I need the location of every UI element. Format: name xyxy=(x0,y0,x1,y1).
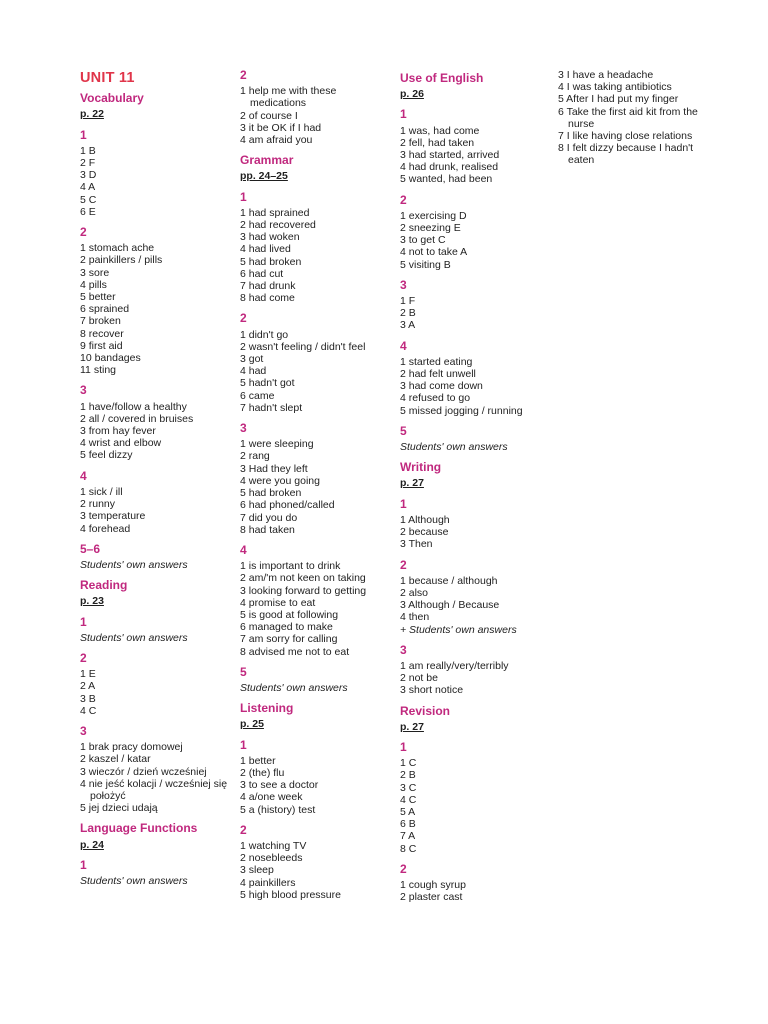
exercise-number: 4 xyxy=(240,542,247,557)
exercise-number: 5 xyxy=(400,423,407,438)
exercise xyxy=(80,859,230,887)
answer-item: 4 C xyxy=(400,793,417,806)
exercise xyxy=(240,739,395,816)
answer-item: 7 broken xyxy=(80,315,121,328)
answer-section xyxy=(240,702,395,901)
unit-title: UNIT 11 xyxy=(80,70,135,86)
exercise xyxy=(80,384,230,461)
answer-item: 3 got xyxy=(240,353,264,366)
answer-item: 1 B xyxy=(80,144,96,157)
answer-item: + Students' own answers xyxy=(400,623,517,636)
answer-item: 7 had drunk xyxy=(240,280,296,293)
exercise xyxy=(80,470,230,535)
exercise xyxy=(240,544,395,658)
answer-item: 3 had started, arrived xyxy=(400,149,500,162)
exercise-number: 4 xyxy=(400,338,407,353)
page-reference: p. 22 xyxy=(80,108,104,121)
answer-item: 1 help me with these medications xyxy=(240,85,337,110)
answer-section xyxy=(400,705,550,904)
exercise-number: 2 xyxy=(400,192,407,207)
answer-item: 1 had sprained xyxy=(240,206,310,219)
answer-item: 2 fell, had taken xyxy=(400,136,475,149)
exercise xyxy=(400,194,550,271)
answer-item: 3 short notice xyxy=(400,684,464,697)
answer-item: 1 am really/very/terribly xyxy=(400,659,509,672)
answer-item: 2 of course I xyxy=(240,109,298,122)
answer-item: 1 cough syrup xyxy=(400,878,466,891)
answer-item: 2 rang xyxy=(240,450,270,463)
answer-section xyxy=(80,822,230,887)
answer-item: 5 had broken xyxy=(240,487,302,500)
section-title: Listening xyxy=(240,701,294,716)
exercise xyxy=(80,543,230,571)
exercise-number: 5–6 xyxy=(80,541,101,556)
exercise xyxy=(400,644,550,697)
answer-item: 3 Although / Because xyxy=(400,599,500,612)
answer-item: Students' own answers xyxy=(80,631,188,644)
answer-item: 1 was, had come xyxy=(400,124,480,137)
exercise-number: 2 xyxy=(80,650,87,665)
answer-item: 6 had phoned/called xyxy=(240,499,335,512)
answer-item: 3 to get C xyxy=(400,234,446,247)
answer-item: 1 Although xyxy=(400,513,450,526)
answer-item: 8 recover xyxy=(80,327,124,340)
answer-item: 4 wrist and elbow xyxy=(80,437,162,450)
exercise-number: 2 xyxy=(400,557,407,572)
answer-item: 5 jej dzieci udają xyxy=(80,802,158,815)
answer-item: 1 because / although xyxy=(400,574,498,587)
answer-item: 6 sprained xyxy=(80,303,130,316)
answer-item: Students' own answers xyxy=(80,874,188,887)
exercise xyxy=(240,666,395,694)
answer-item: 5 high blood pressure xyxy=(240,888,341,901)
exercise xyxy=(80,616,230,644)
answer-item: 2 A xyxy=(80,680,96,693)
exercise-number: 1 xyxy=(80,127,87,142)
exercise-number: 2 xyxy=(240,311,247,326)
answer-item: 6 Take the first aid kit from the nurse xyxy=(558,105,698,130)
answer-item: 2 B xyxy=(400,769,416,782)
answer-section xyxy=(558,69,708,167)
page-reference: p. 24 xyxy=(80,838,104,851)
answer-item: 1 have/follow a healthy xyxy=(80,400,187,413)
answer-item: 8 I felt dizzy because I hadn't eaten xyxy=(558,142,694,167)
exercise-number: 2 xyxy=(240,822,247,837)
answer-item: 9 first aid xyxy=(80,339,123,352)
answer-item: 3 Then xyxy=(400,538,433,551)
answer-item: 2 nosebleeds xyxy=(240,852,303,865)
exercise xyxy=(240,422,395,536)
section-title: Use of English xyxy=(400,71,484,85)
answer-item: 1 E xyxy=(80,668,96,681)
answer-item: 4 had drunk, realised xyxy=(400,161,499,174)
section-title: Revision xyxy=(400,703,451,718)
answer-item: 3 it be OK if I had xyxy=(240,121,322,134)
exercise-number: 5 xyxy=(240,664,247,679)
exercise-number: 3 xyxy=(80,723,87,738)
page-reference: p. 27 xyxy=(400,477,424,490)
exercise-number: 1 xyxy=(400,107,407,122)
answer-item: 2 B xyxy=(400,307,416,320)
exercise xyxy=(80,725,230,814)
answer-item: 2 (the) flu xyxy=(240,766,285,779)
exercise xyxy=(240,69,395,146)
answer-item: 2 also xyxy=(400,586,429,599)
exercise-number: 1 xyxy=(400,496,407,511)
answer-item: 1 F xyxy=(400,295,416,308)
answer-item: Students' own answers xyxy=(400,441,508,454)
exercise xyxy=(400,741,550,855)
answer-item: 3 wieczór / dzień wcześniej xyxy=(80,765,207,778)
answer-item: 4 painkillers xyxy=(240,876,296,889)
answer-item: 2 had felt unwell xyxy=(400,368,476,381)
page-reference: p. 27 xyxy=(400,720,424,733)
answer-item: 4 A xyxy=(80,181,96,194)
answer-item: 6 had cut xyxy=(240,267,284,280)
answer-item: 4 a/one week xyxy=(240,791,303,804)
answer-item: 8 had come xyxy=(240,292,295,305)
answer-item: 2 F xyxy=(80,157,96,170)
answer-item: 4 forehead xyxy=(80,522,131,535)
exercise xyxy=(400,559,550,636)
answer-item: 5 wanted, had been xyxy=(400,173,493,186)
answer-item: 1 watching TV xyxy=(240,839,307,852)
answer-item: 7 A xyxy=(400,830,416,843)
answer-item: 2 runny xyxy=(80,498,116,511)
answer-item: 1 were sleeping xyxy=(240,438,314,451)
exercise-number: 2 xyxy=(240,68,247,82)
answer-item: 4 promise to eat xyxy=(240,596,316,609)
answer-item: 4 had lived xyxy=(240,243,291,256)
exercise-number: 1 xyxy=(80,857,87,872)
answer-item: 3 sore xyxy=(80,266,110,279)
exercise xyxy=(400,425,550,453)
answer-item: 5 had broken xyxy=(240,255,302,268)
section-title: Writing xyxy=(400,460,442,475)
answer-item: 4 were you going xyxy=(240,474,320,487)
exercise-number: 2 xyxy=(400,861,407,876)
answer-item: 4 am afraid you xyxy=(240,134,313,147)
answer-item: 4 I was taking antibiotics xyxy=(558,81,672,94)
answer-item: 6 B xyxy=(400,818,416,831)
answer-item: 6 came xyxy=(240,389,275,402)
exercise-number: 3 xyxy=(400,277,407,292)
answer-item: 7 I like having close relations xyxy=(558,130,693,143)
exercise xyxy=(400,108,550,185)
answer-item: 3 looking forward to getting xyxy=(240,584,367,597)
answer-item: 5 visiting B xyxy=(400,258,451,271)
section-title: Grammar xyxy=(240,153,294,168)
answer-item: 8 advised me not to eat xyxy=(240,645,350,658)
answer-item: 3 I have a headache xyxy=(558,69,654,81)
answer-item: 6 managed to make xyxy=(240,621,333,634)
answer-item: 3 had woken xyxy=(240,231,300,244)
answer-item: 4 C xyxy=(80,704,97,717)
exercise xyxy=(400,340,550,417)
exercise xyxy=(400,279,550,332)
exercise-number: 1 xyxy=(240,737,247,752)
exercise-number: 3 xyxy=(240,421,247,436)
exercise xyxy=(400,863,550,904)
answer-item: 2 plaster cast xyxy=(400,891,463,904)
answer-item: 2 am/'m not keen on taking xyxy=(240,572,366,585)
exercise-number: 4 xyxy=(80,468,87,483)
answer-item: 5 a (history) test xyxy=(240,803,316,816)
exercise-number: 3 xyxy=(400,642,407,657)
exercise xyxy=(240,312,395,414)
answer-item: 1 brak pracy domowej xyxy=(80,741,183,754)
exercise xyxy=(80,226,230,376)
answer-item: 1 better xyxy=(240,754,276,767)
answer-item: 4 pills xyxy=(80,278,107,291)
answer-item: 2 because xyxy=(400,526,449,539)
exercise-number: 3 xyxy=(80,383,87,398)
answer-item: 3 to see a doctor xyxy=(240,779,319,792)
answer-item: 3 B xyxy=(80,692,96,705)
column-4 xyxy=(558,64,708,175)
answer-item: 3 from hay fever xyxy=(80,425,156,438)
answer-item: 5 better xyxy=(80,291,116,304)
answer-item: 4 refused to go xyxy=(400,392,471,405)
answer-item: 2 had recovered xyxy=(240,219,316,232)
answer-section xyxy=(400,72,550,453)
answer-item: 2 not be xyxy=(400,672,438,685)
answer-item: 7 did you do xyxy=(240,511,298,524)
answer-item: 3 A xyxy=(400,319,416,332)
exercise xyxy=(240,191,395,305)
answer-item: 1 started eating xyxy=(400,355,473,368)
answer-item: 7 hadn't slept xyxy=(240,401,303,414)
answer-item: 3 temperature xyxy=(80,510,146,523)
answer-item: 2 all / covered in bruises xyxy=(80,412,194,425)
answer-item: 4 nie jeść kolacji / wcześniej się położyć xyxy=(80,777,228,802)
page-reference: pp. 24–25 xyxy=(240,170,288,183)
answer-item: 5 missed jogging / running xyxy=(400,404,523,417)
answer-item: 1 C xyxy=(400,757,417,770)
answer-item: 3 Had they left xyxy=(240,462,308,475)
exercise-number: 1 xyxy=(240,189,247,204)
answer-item: 3 had come down xyxy=(400,380,483,393)
answer-item: 2 kaszel / katar xyxy=(80,753,151,766)
column-1 xyxy=(80,64,230,895)
exercise-number: 1 xyxy=(400,739,407,754)
answer-item: 5 hadn't got xyxy=(240,377,295,390)
answer-item: 1 exercising D xyxy=(400,209,467,222)
answer-item: 3 D xyxy=(80,169,97,182)
page-reference: p. 26 xyxy=(400,88,424,101)
column-2 xyxy=(240,64,395,909)
answer-item: 6 E xyxy=(80,205,96,218)
answer-section xyxy=(240,154,395,694)
answer-item: 1 didn't go xyxy=(240,328,289,341)
answer-item: 1 stomach ache xyxy=(80,242,155,255)
answer-item: 1 sick / ill xyxy=(80,485,123,498)
page-reference: p. 23 xyxy=(80,595,104,608)
answer-item: 2 wasn't feeling / didn't feel xyxy=(240,340,366,353)
exercise xyxy=(400,498,550,551)
answer-item: 7 am sorry for calling xyxy=(240,633,338,646)
section-title: Vocabulary xyxy=(80,91,144,106)
exercise-number: 1 xyxy=(80,614,87,629)
answer-item: 5 A xyxy=(400,805,416,818)
answer-section xyxy=(80,92,230,571)
page-reference: p. 25 xyxy=(240,718,264,731)
column-3 xyxy=(400,64,550,911)
exercise-number: 2 xyxy=(80,225,87,240)
answer-item: 3 C xyxy=(400,781,417,794)
exercise xyxy=(80,652,230,717)
answer-item: 4 not to take A xyxy=(400,246,468,259)
answer-item: 2 sneezing E xyxy=(400,222,461,235)
answer-section xyxy=(80,579,230,814)
answer-item: 1 is important to drink xyxy=(240,560,341,573)
answer-section xyxy=(400,461,550,696)
answer-item: 4 then xyxy=(400,611,430,624)
exercise xyxy=(558,69,708,167)
answer-item: 10 bandages xyxy=(80,352,141,365)
answer-item: 5 C xyxy=(80,193,97,206)
answer-item: 5 After I had put my finger xyxy=(558,93,679,106)
exercise xyxy=(80,129,230,218)
answer-item: 4 had xyxy=(240,365,267,378)
section-title: Reading xyxy=(80,578,128,593)
answer-item: 8 C xyxy=(400,842,417,855)
answer-section xyxy=(240,69,395,146)
section-title: Language Functions xyxy=(80,821,198,836)
answer-item: 2 painkillers / pills xyxy=(80,254,163,267)
answer-item: Students' own answers xyxy=(80,558,188,571)
answer-item: 11 sting xyxy=(80,364,116,377)
answer-item: 3 sleep xyxy=(240,864,274,877)
answer-item: Students' own answers xyxy=(240,681,348,694)
answer-item: 5 feel dizzy xyxy=(80,449,133,462)
exercise xyxy=(240,824,395,901)
answer-item: 5 is good at following xyxy=(240,608,339,621)
answer-item: 8 had taken xyxy=(240,523,295,536)
